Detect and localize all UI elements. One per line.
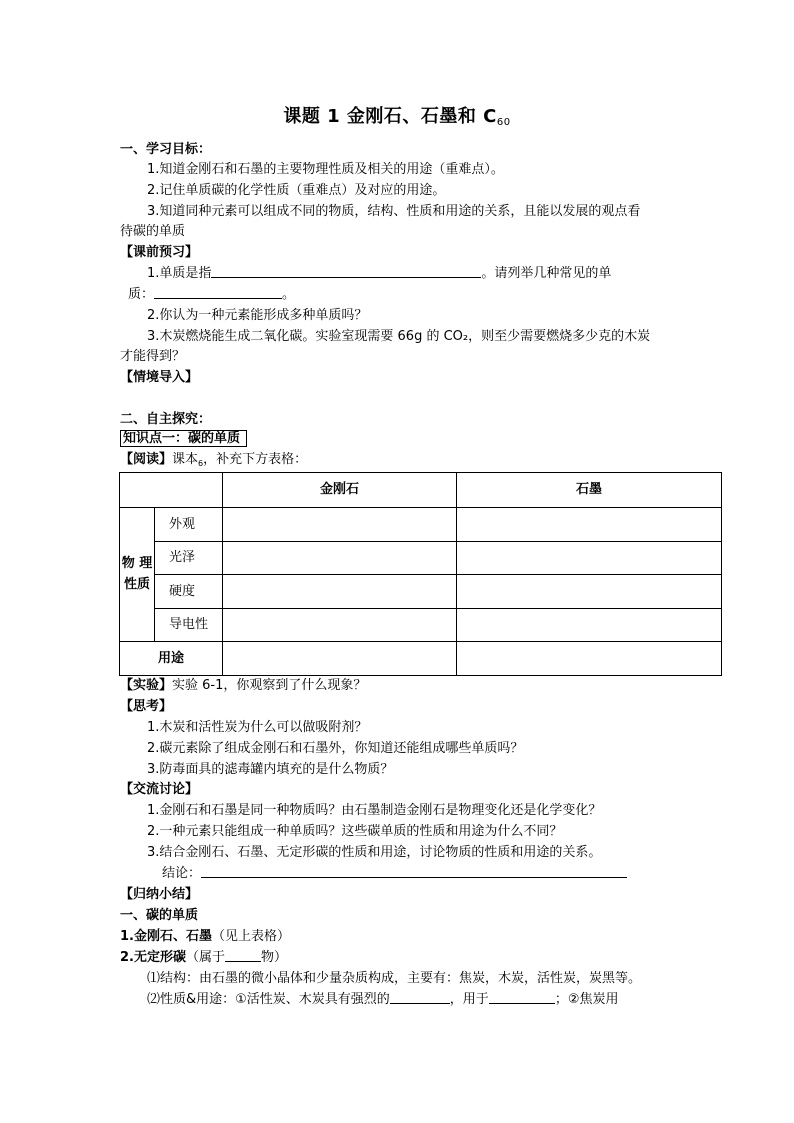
answer-blank[interactable] [211, 265, 481, 278]
think-q3: 3.防毒面具的滤毒罐内填充的是什么物质？ [147, 762, 394, 777]
answer-cell[interactable] [223, 508, 457, 542]
summary-item-1-title: 1.金刚石、石墨 [120, 929, 212, 944]
summary-item-2-post: 物） [261, 950, 288, 965]
preview-q1-line1 [147, 265, 611, 283]
think-q2: 2.碳元素除了组成金刚石和石墨外，你知道还能组成哪些单质吗？ [147, 741, 524, 756]
section2-heading: 二、自主探究： [120, 412, 212, 427]
preview-label: 【课前预习】 [120, 245, 199, 260]
answer-cell[interactable] [223, 575, 457, 609]
knowledge-point-box: 知识点一：碳的单质 [120, 430, 247, 447]
page-title [0, 105, 794, 130]
section1-heading: 一、学习目标： [120, 142, 212, 157]
summary-item-1 [120, 928, 290, 946]
discuss-q1: 1.金刚石和石墨是同一种物质吗？由石墨制造金刚石是物理变化还是化学变化？ [147, 803, 602, 818]
read-instruction [120, 451, 307, 470]
table-row [120, 508, 722, 542]
group-label-line2: 性质 [123, 576, 150, 592]
answer-cell[interactable] [457, 508, 722, 542]
property-text-c: ；②焦炭用 [554, 992, 619, 1007]
physical-properties-cell [120, 508, 155, 642]
preview-q1-suffix: 。 [282, 287, 296, 302]
answer-blank[interactable] [390, 991, 450, 1004]
row-label: 外观 [155, 508, 223, 542]
goal-1: 1.知道金刚石和石墨的主要物理性质及相关的用途（重难点）。 [147, 162, 504, 177]
table-row [120, 642, 722, 676]
property-text-b: ，用于 [449, 992, 489, 1007]
goal-2: 2.记住单质碳的化学性质（重难点）及对应的用途。 [147, 183, 446, 198]
preview-q1-line2 [128, 286, 295, 304]
read-text: 课本 [172, 452, 199, 467]
structure-line [147, 970, 641, 988]
property-use-line [147, 991, 618, 1009]
answer-blank[interactable] [225, 949, 261, 962]
answer-cell[interactable] [457, 642, 722, 676]
group-label-line1: 物 理 [121, 555, 153, 571]
conclusion-label: 结论： [162, 866, 202, 881]
goal-3-line1: 3.知道同种元素可以组成不同的物质，结构、性质和用途的关系，且能以发展的观点看 [147, 204, 641, 219]
structure-text: ：由石墨的微小晶体和少量杂质构成，主要有：焦炭，木炭，活性炭，炭黑等。 [186, 971, 642, 986]
properties-table [119, 472, 722, 676]
summary-label: 【归纳小结】 [120, 887, 199, 902]
preview-q3-line2: 才能得到？ [120, 349, 186, 364]
table-row [120, 575, 722, 609]
preview-q1-text-after: 。请列举几种常见的单 [481, 266, 612, 281]
discuss-label: 【交流讨论】 [120, 782, 199, 797]
summary-item-2 [120, 949, 287, 967]
header-empty-cell [120, 473, 223, 508]
think-q1: 1.木炭和活性炭为什么可以做吸附剂？ [147, 720, 368, 735]
goal-3-line2: 待碳的单质 [120, 224, 186, 239]
property-text-a: ：①活性炭、木炭具有强烈的 [222, 992, 390, 1007]
think-label: 【思考】 [120, 699, 173, 714]
experiment-text: 实验 6-1，你观察到了什么现象？ [172, 678, 367, 693]
discuss-q3: 3.结合金刚石、石墨、无定形碳的性质和用途，讨论物质的性质和用途的关系。 [147, 845, 602, 860]
summary-item-2-pre: （属于 [185, 950, 225, 965]
summary-item-1-rest: （见上表格） [211, 929, 290, 944]
answer-cell[interactable] [223, 642, 457, 676]
conclusion-line [162, 865, 627, 883]
answer-cell[interactable] [457, 542, 722, 575]
read-page: 6 [198, 459, 204, 468]
answer-cell[interactable] [457, 575, 722, 609]
answer-blank[interactable] [154, 286, 282, 299]
structure-label: ⑴结构 [147, 971, 187, 986]
answer-cell[interactable] [223, 609, 457, 642]
read-label: 【阅读】 [120, 452, 173, 467]
answer-cell[interactable] [457, 609, 722, 642]
table-row [120, 542, 722, 575]
row-label: 导电性 [155, 609, 223, 642]
row-label: 硬度 [155, 575, 223, 609]
discuss-q2: 2.一种元素只能组成一种单质吗？这些碳单质的性质和用途为什么不同？ [147, 824, 563, 839]
preview-q2: 2.你认为一种元素能形成多种单质吗？ [147, 308, 368, 323]
row-label: 光泽 [155, 542, 223, 575]
summary-item-2-title: 2.无定形碳 [120, 950, 186, 965]
experiment-line [120, 677, 366, 695]
read-rest: ，补充下方表格： [203, 452, 308, 467]
answer-blank[interactable] [489, 991, 555, 1004]
title-text: 课题 1 金刚石、石墨和 C [283, 106, 497, 127]
answer-cell[interactable] [223, 542, 457, 575]
title-subscript: 60 [496, 117, 511, 128]
summary-heading: 一、碳的单质 [120, 908, 199, 923]
row-label-use: 用途 [120, 642, 223, 676]
preview-q1-prefix: 质： [128, 287, 155, 302]
property-use-label: ⑵性质&用途 [147, 992, 223, 1007]
scene-label: 【情境导入】 [120, 370, 199, 385]
header-diamond: 金刚石 [223, 473, 457, 508]
conclusion-blank[interactable] [201, 865, 627, 878]
preview-q3-line1: 3.木炭燃烧能生成二氧化碳。实验室现需要 66g 的 CO₂，则至少需要燃烧多少克的木炭 [147, 329, 651, 344]
knowledge-point-1 [120, 430, 247, 448]
table-row [120, 609, 722, 642]
header-graphite: 石墨 [457, 473, 722, 508]
experiment-label: 【实验】 [120, 678, 173, 693]
table-header-row [120, 473, 722, 508]
preview-q1-text: 1.单质是指 [147, 266, 212, 281]
